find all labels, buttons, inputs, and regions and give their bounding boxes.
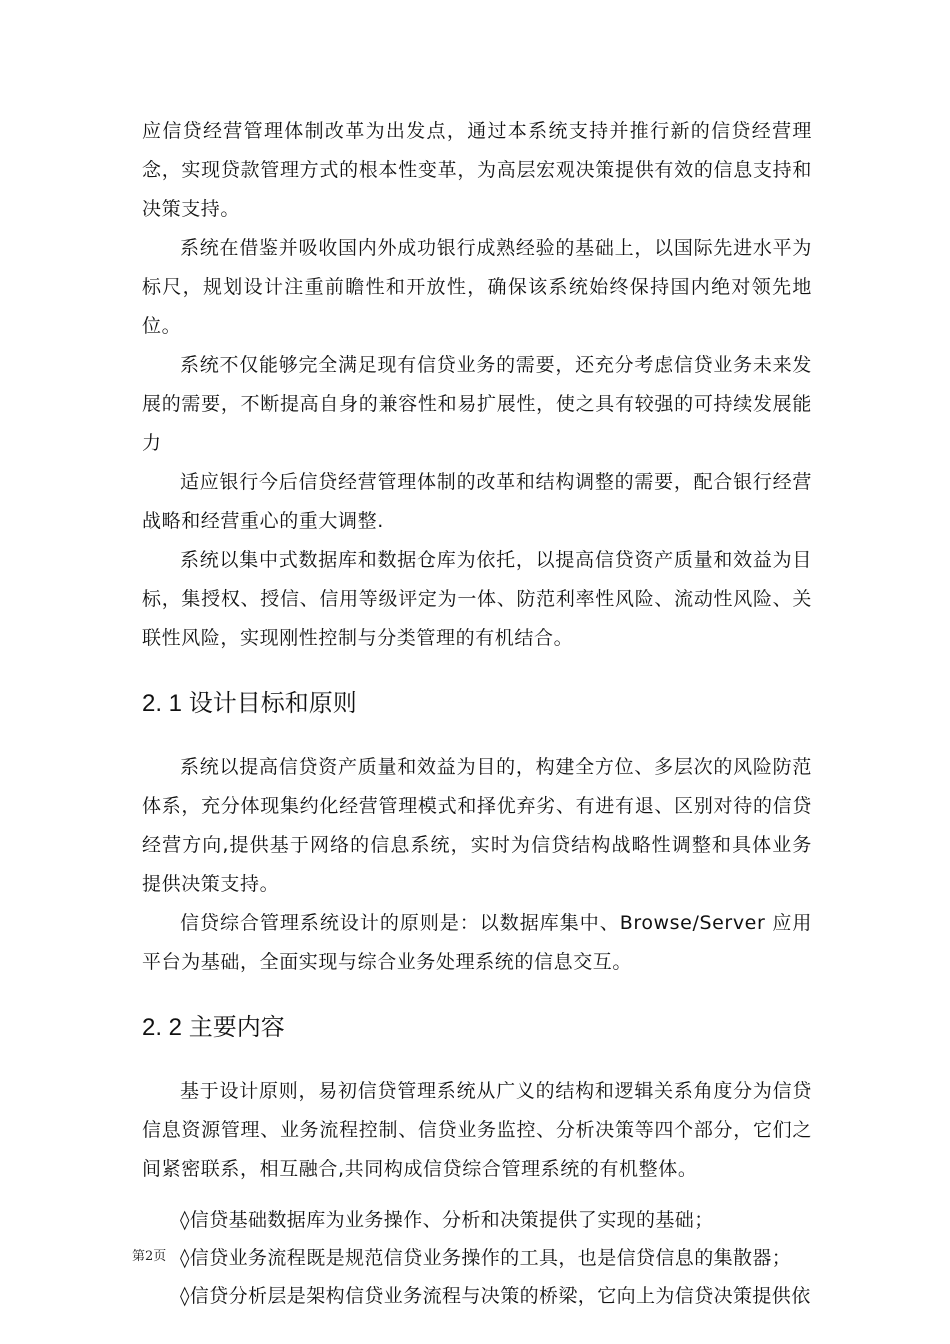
section-body xyxy=(142,1072,812,1315)
paragraph: 基于设计原则，易初信贷管理系统从广义的结构和逻辑关系角度分为信贷信息资源管理、业务流程控制、信贷业务监控、分析决策等四个部分，它们之间紧密联系，相互融合,共同构成信贷综合管理系统的有机整体。 xyxy=(142,1080,812,1180)
paragraph: 信贷综合管理系统设计的原则是：以数据库集中、Browse/Server 应用平台为基础，全面实现与综合业务处理系统的信息交互。 xyxy=(142,912,812,973)
paragraph: 系统不仅能够完全满足现有信贷业务的需要，还充分考虑信贷业务未来发展的需要，不断提高自身的兼容性和易扩展性，使之具有较强的可持续发展能力 xyxy=(142,354,812,454)
bullet-item: ◊信贷业务流程既是规范信贷业务操作的工具，也是信贷信息的集散器； xyxy=(180,1247,792,1269)
section-body xyxy=(142,748,812,982)
paragraph: 系统以提高信贷资产质量和效益为目的，构建全方位、多层次的风险防范体系，充分体现集约化经营管理模式和择优弃劣、有进有退、区别对待的信贷经营方向,提供基于网络的信息系统，实时为信贷结构战略性调整和具体业务提供决策支持。 xyxy=(142,756,812,895)
paragraph: 应信贷经营管理体制改革为出发点，通过本系统支持并推行新的信贷经营理念，实现贷款管理方式的根本性变革，为高层宏观决策提供有效的信息支持和决策支持。 xyxy=(142,120,812,220)
section-heading-main-content: 2. 2 主要内容 xyxy=(142,1014,285,1041)
paragraph: 系统以集中式数据库和数据仓库为依托，以提高信贷资产质量和效益为目标，集授权、授信、信用等级评定为一体、防范利率性风险、流动性风险、关联性风险，实现刚性控制与分类管理的有机结合。 xyxy=(142,549,812,649)
page-number: 第2页 xyxy=(132,1249,167,1264)
paragraph: 系统在借鉴并吸收国内外成功银行成熟经验的基础上，以国际先进水平为标尺，规划设计注重前瞻性和开放性，确保该系统始终保持国内绝对领先地位。 xyxy=(142,237,812,337)
bullet-item: ◊信贷分析层是架构信贷业务流程与决策的桥梁，它向上为信贷决策提供依 xyxy=(180,1285,811,1307)
paragraph: 适应银行今后信贷经营管理体制的改革和结构调整的需要，配合银行经营战略和经营重心的重大调整. xyxy=(142,471,812,532)
bullet-item: ◊信贷基础数据库为业务操作、分析和决策提供了实现的基础； xyxy=(180,1209,714,1231)
document-body xyxy=(142,112,812,1315)
section-heading-design-goals: 2. 1 设计目标和原则 xyxy=(142,690,357,717)
